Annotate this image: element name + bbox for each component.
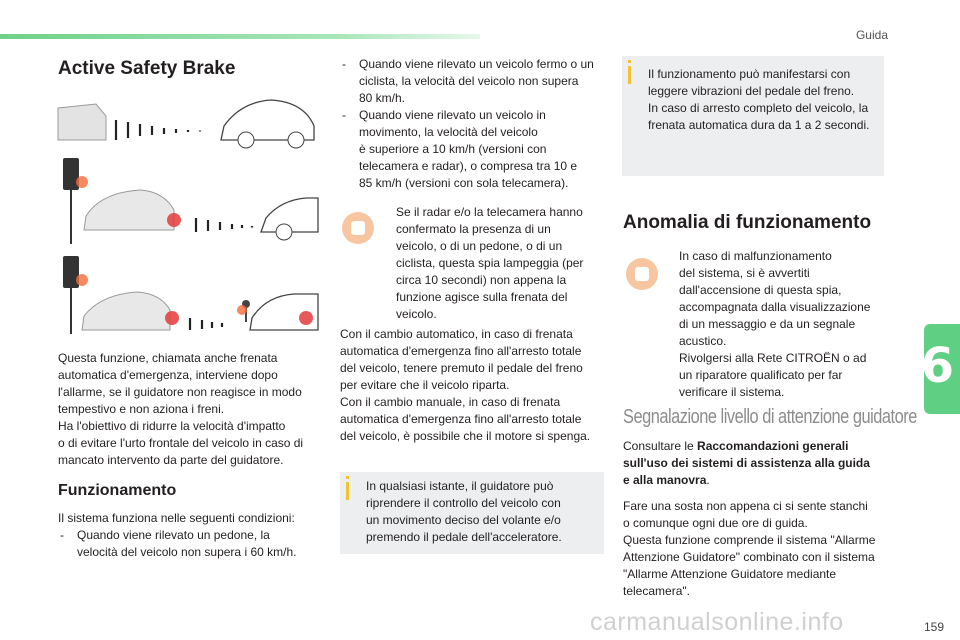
consult-paragraph: Consultare le Raccomandazioni generali sull'uso dei sistemi di assistenza alla guida e alla manovra. xyxy=(623,439,870,487)
conditions-list-continued xyxy=(340,56,610,192)
brake-warning-icon xyxy=(342,212,374,244)
conditions-list xyxy=(58,527,328,561)
traffic-light-icon xyxy=(63,158,88,244)
condition-item: - Quando viene rilevato un veicolo in movimento, la velocità del veicolo è superiore a 10 km/h (versioni con telecamera e radar), o compresa tra 10 e 85 km/h (versioni con sola telecamera). xyxy=(340,107,610,192)
chapter-number: 6 xyxy=(920,338,954,394)
info-icon xyxy=(628,60,631,63)
condition-item: - Quando viene rilevato un pedone, la velocità del veicolo non supera i 60 km/h. xyxy=(58,527,328,561)
info-icon xyxy=(346,476,349,479)
pedestrian-icon xyxy=(237,300,250,322)
brake-warning-icon xyxy=(626,258,658,290)
anomaly-text: In caso di malfunzionamento del sistema, si è avvertiti dall'accensione di questa spia, accompagnata dalla visualizzazione di un messaggio e da un segnale acustico. Rivolgersi alla Rete CITROËN o ad un riparatore qualificato per far verificare il sistema. xyxy=(679,249,871,399)
section-label: Guida xyxy=(855,28,888,42)
car-icon xyxy=(221,100,314,148)
car-icon xyxy=(58,104,106,140)
condition-item: - Quando viene rilevato un veicolo fermo o un ciclista, la velocità del veicolo non supera 80 km/h. xyxy=(340,56,610,107)
consult-bold-link[interactable]: Raccomandazioni generali sull'uso dei sistemi di assistenza alla guida e alla manovra xyxy=(623,439,870,487)
transmission-paragraph: Con il cambio automatico, in caso di frenata automatica d'emergenza fino all'arresto totale del veicolo, tenere premuto il pedale del freno per evitare che il veicolo riparta. Con il cambio manuale, in caso di frenata automatica d'emergenza fino all'arresto totale del veicolo, è possibile che il motore si spenga. xyxy=(340,327,591,443)
page-number: 159 xyxy=(923,620,944,634)
car-icon xyxy=(84,190,181,230)
header-accent-bar xyxy=(0,34,480,39)
car-icon xyxy=(261,198,318,240)
page-title: Active Safety Brake xyxy=(58,58,236,79)
warning-lamp-text: Se il radar e/o la telecamera hanno confermato la presenza di un veicolo, o di un pedone, o di un ciclista, questa spia lampeggia (per circa 10 secondi) non appena la funzione agisce sulla frenata del veicolo. xyxy=(396,205,584,321)
info-vibration-text: Il funzionamento può manifestarsi con leggere vibrazioni del pedale del freno. In caso di arresto completo del veicolo, la frenata automatica dura da 1 a 2 secondi. xyxy=(648,67,870,132)
info-override-text: In qualsiasi istante, il guidatore può riprendere il controllo del veicolo con un movimento deciso del volante e/o premendo il pedale dell'acceleratore. xyxy=(366,479,562,544)
illustration-panel xyxy=(56,96,320,338)
rest-paragraph: Fare una sosta non appena ci si sente stanchi o comunque ogni due ore di guida. Questa funzione comprende il sistema "Allarme Attenzione Guidatore" combinato con il sistema "Allarme Attenzione Guidatore mediante telecamera". xyxy=(623,499,876,598)
subtitle-funzionamento: Funzionamento xyxy=(58,482,177,499)
intro-paragraph: Questa funzione, chiamata anche frenata automatica d'emergenza, interviene dopo l'allarme, se il guidatore non reagisce in modo tempestivo e non aziona i freni. Ha l'obiettivo di ridurre la velocità d'impatto o di evitare l'urto frontale del veicolo in caso di mancato intervento da parte del guidatore. xyxy=(58,351,304,467)
conditions-intro: Il sistema funziona nelle seguenti condizioni: xyxy=(58,511,295,525)
car-icon xyxy=(250,294,318,330)
watermark: carmanualsonline.info xyxy=(590,608,844,636)
info-box-override xyxy=(340,472,604,554)
anomaly-title: Anomalia di funzionamento xyxy=(623,212,872,233)
info-box-vibration xyxy=(622,56,884,176)
car-icon xyxy=(82,292,179,330)
attention-title: Segnalazione livello di attenzione guidatore xyxy=(623,406,917,428)
